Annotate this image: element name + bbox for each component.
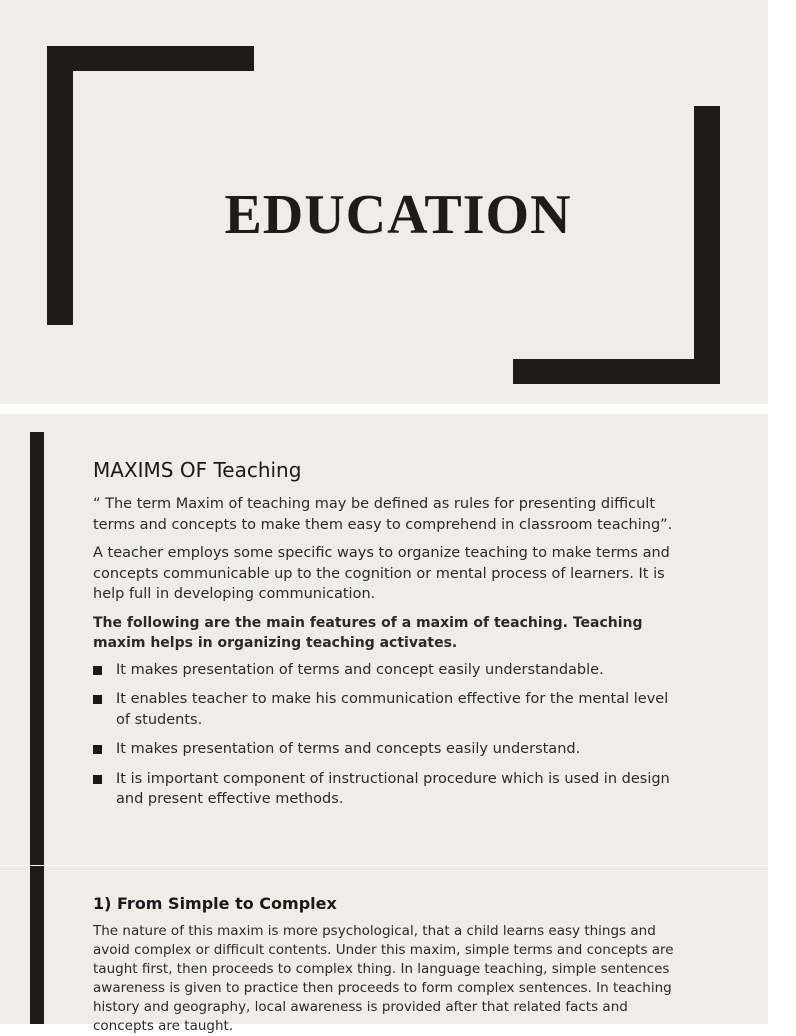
square-bullet-icon xyxy=(93,666,102,675)
features-list xyxy=(93,660,684,810)
maxim-paragraph: The nature of this maxim is more psychological, that a child learns easy things and avoid complex or difficult contents. Under this maxim, simple terms and concepts are taught first, then proceeds to complex thing. In language teaching, simple sentences awareness is given to practice then proceeds to form complex sentences. In teaching history and geography, local awareness is provided after that related facts and concepts are taught. xyxy=(93,923,674,1034)
title-slide xyxy=(0,0,768,404)
description-paragraph: A teacher employs some specific ways to organize teaching to make terms and concepts communicable up to the cognition or mental process of learners. It is help full in developing communication. xyxy=(93,545,670,602)
list-item xyxy=(93,769,684,810)
list-item xyxy=(93,739,684,760)
slide-content xyxy=(93,458,684,819)
slide-accent-bar xyxy=(30,866,44,1024)
square-bullet-icon xyxy=(93,745,102,754)
slide-heading: MAXIMS OF Teaching xyxy=(93,458,302,482)
definition-paragraph: “ The term Maxim of teaching may be defined as rules for presenting difficult terms and concepts to make them easy to comprehend in classroom teaching”. xyxy=(93,496,673,533)
list-item-text: It makes presentation of terms and concept easily understandable. xyxy=(116,661,604,678)
list-item-text: It is important component of instructional procedure which is used in design and present effective methods. xyxy=(116,770,670,807)
list-item-text: It makes presentation of terms and concepts easily understand. xyxy=(116,741,581,757)
frame-corner-bottom-right-horizontal xyxy=(513,359,720,384)
slide-content xyxy=(93,894,690,1036)
slide-title: EDUCATION xyxy=(224,184,572,246)
list-item xyxy=(93,689,684,730)
square-bullet-icon xyxy=(93,775,102,784)
square-bullet-icon xyxy=(93,695,102,704)
frame-corner-top-left-horizontal xyxy=(47,46,254,71)
slide-accent-bar xyxy=(30,432,44,865)
maxims-slide xyxy=(0,414,768,865)
list-item-text: It enables teacher to make his communication effective for the mental level of students. xyxy=(116,691,669,728)
list-item xyxy=(93,660,684,681)
slide-heading: 1) From Simple to Complex xyxy=(93,894,337,913)
simple-to-complex-slide xyxy=(0,866,768,1034)
features-intro: The following are the main features of a maxim of teaching. Teaching maxim helps in organizing teaching activates. xyxy=(93,614,643,651)
